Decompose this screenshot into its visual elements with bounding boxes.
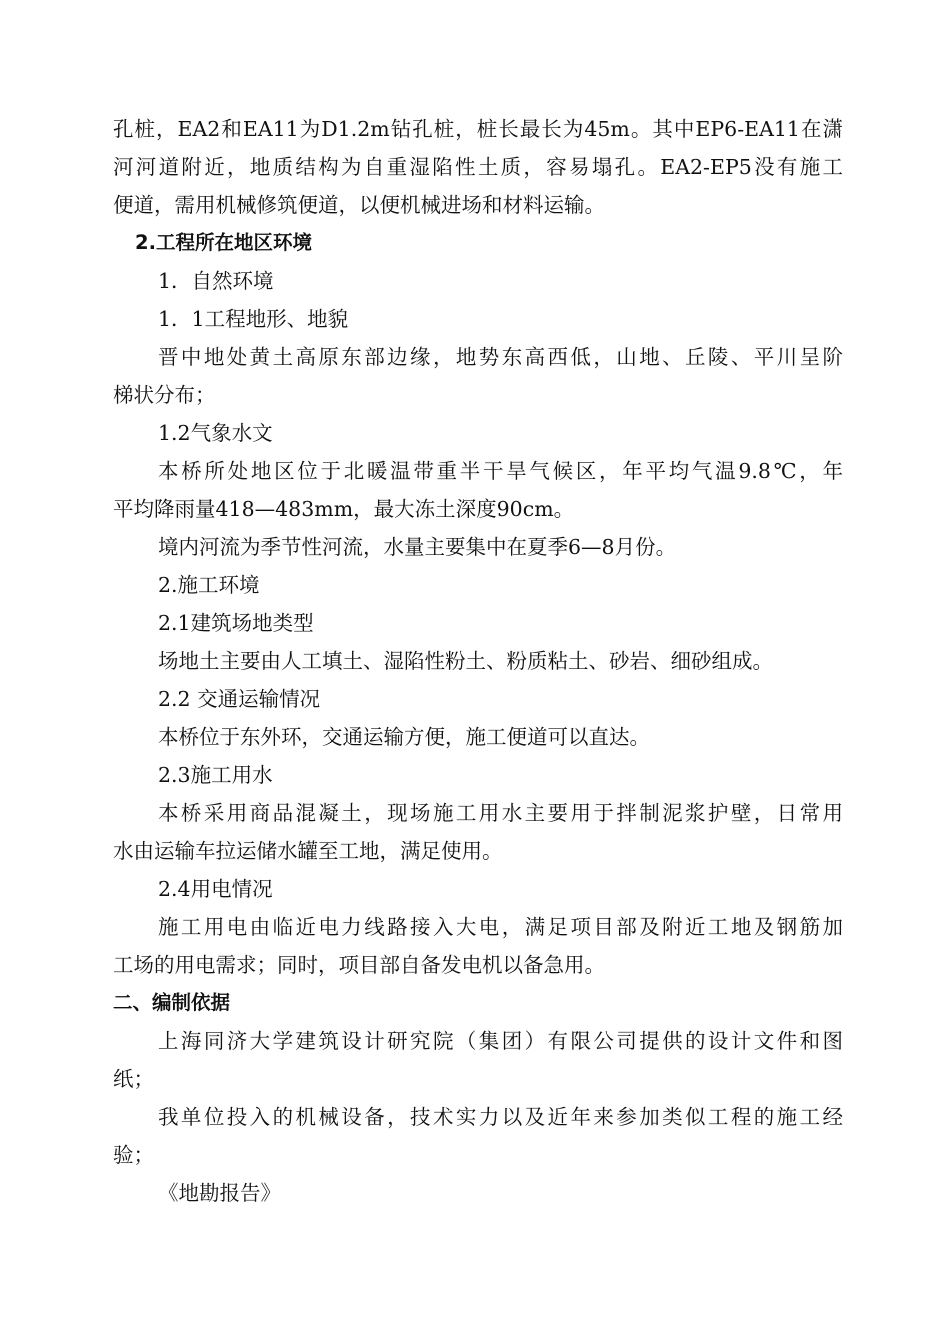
paragraph-line: 平均降雨量418—483mm，最大冻土深度90cm。 xyxy=(113,497,575,521)
paragraph-line: 水由运输车拉运储水罐至工地，满足使用。 xyxy=(113,839,503,863)
paragraph-line: 施工用电由临近电力线路接入大电，满足项目部及附近工地及钢筋加 xyxy=(158,915,843,939)
subheading: 2.1建筑场地类型 xyxy=(158,611,314,635)
paragraph-line: 上海同济大学建筑设计研究院（集团）有限公司提供的设计文件和图 xyxy=(158,1029,843,1053)
paragraph-line: 本桥位于东外环，交通运输方便，施工便道可以直达。 xyxy=(158,725,650,749)
paragraph-line: 便道，需用机械修筑便道，以便机械进场和材料运输。 xyxy=(113,193,605,217)
section-heading: 二、编制依据 xyxy=(113,991,231,1014)
paragraph-line: 场地土主要由人工填土、湿陷性粉土、粉质粘土、砂岩、细砂组成。 xyxy=(158,649,773,673)
subheading: 2.4用电情况 xyxy=(158,877,273,901)
paragraph-line: 验； xyxy=(113,1143,154,1167)
subheading: 2.3施工用水 xyxy=(158,763,273,787)
subheading: 1．自然环境 xyxy=(158,269,274,293)
subheading: 1．1工程地形、地貌 xyxy=(158,307,349,331)
reference-title: 《地勘报告》 xyxy=(158,1181,281,1205)
paragraph-line: 孔桩，EA2和EA11为D1.2m钻孔桩，桩长最长为45m。其中EP6-EA11在潇 xyxy=(113,117,843,141)
subheading: 2.2 交通运输情况 xyxy=(158,687,321,711)
paragraph-line: 本桥采用商品混凝土，现场施工用水主要用于拌制泥浆护壁，日常用 xyxy=(158,801,843,825)
paragraph-line: 本桥所处地区位于北暖温带重半干旱气候区，年平均气温9.8℃，年 xyxy=(158,459,843,483)
paragraph-line: 梯状分布； xyxy=(113,383,216,407)
paragraph-line: 晋中地处黄土高原东部边缘，地势东高西低，山地、丘陵、平川呈阶 xyxy=(158,345,843,369)
section-heading: 2.工程所在地区环境 xyxy=(135,231,312,254)
paragraph-line: 我单位投入的机械设备，技术实力以及近年来参加类似工程的施工经 xyxy=(158,1105,843,1129)
paragraph-line: 纸； xyxy=(113,1067,154,1091)
subheading: 2.施工环境 xyxy=(158,573,260,597)
paragraph-line: 河河道附近，地质结构为自重湿陷性土质，容易塌孔。EA2-EP5没有施工 xyxy=(113,155,843,179)
paragraph-line: 工场的用电需求；同时，项目部自备发电机以备急用。 xyxy=(113,953,605,977)
subheading: 1.2气象水文 xyxy=(158,421,273,445)
paragraph-line: 境内河流为季节性河流，水量主要集中在夏季6—8月份。 xyxy=(158,535,677,559)
